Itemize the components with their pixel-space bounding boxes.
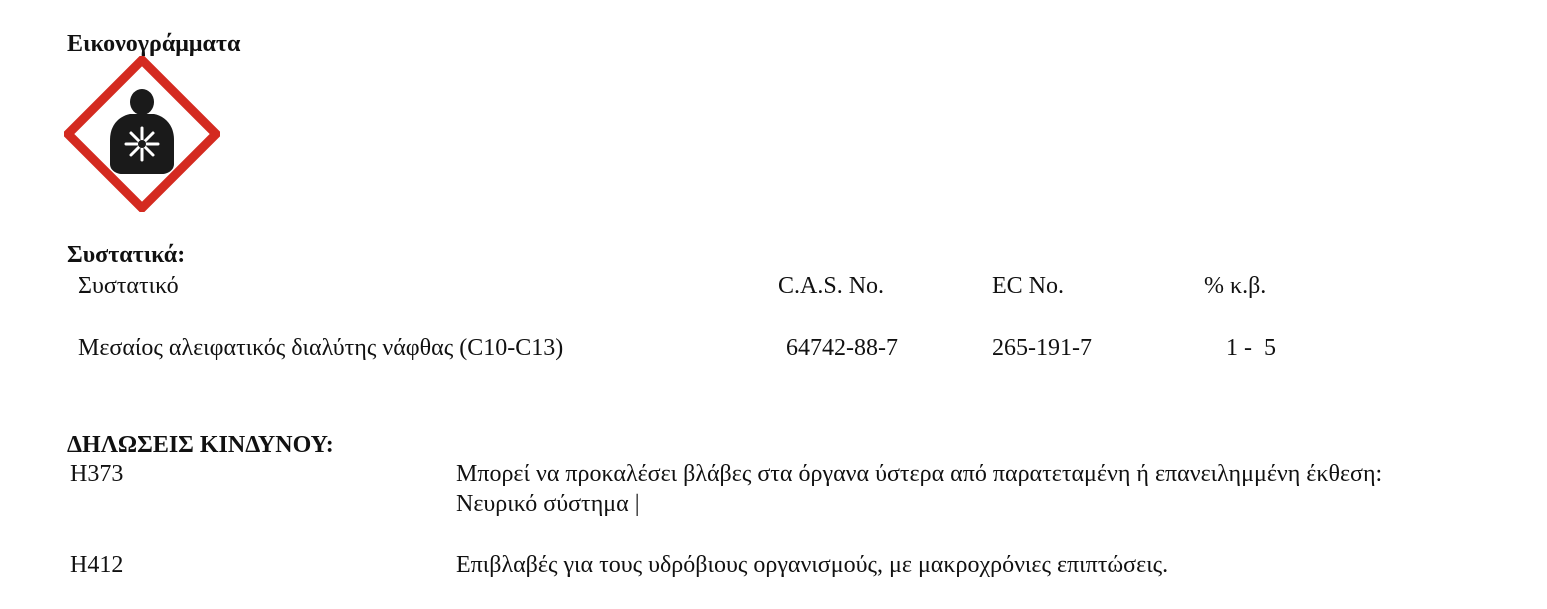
- ingredient-name: Μεσαίος αλειφατικός διαλύτης νάφθας (C10-C13): [78, 335, 564, 361]
- ghs08-health-hazard-icon: [64, 56, 220, 212]
- hazard-text: Επιβλαβές για τους υδρόβιους οργανισμούς, με μακροχρόνιες επιπτώσεις.: [456, 552, 1169, 578]
- ingredient-percent: 1 - 5: [1226, 335, 1276, 361]
- ingredients-heading: Συστατικά:: [67, 242, 186, 268]
- column-header-ec-no: EC No.: [992, 273, 1064, 299]
- column-header-cas-no: C.A.S. No.: [778, 273, 885, 299]
- hazard-code: H373: [70, 461, 124, 487]
- ingredient-cas-no: 64742-88-7: [786, 335, 898, 361]
- hazard-text-continuation: Νευρικό σύστημα |: [456, 491, 640, 517]
- column-header-ingredient: Συστατικό: [78, 273, 179, 299]
- column-header-percent: % κ.β.: [1204, 273, 1267, 299]
- hazard-code: H412: [70, 552, 124, 578]
- pictograms-heading: Εικονογράμματα: [67, 31, 241, 57]
- hazard-statements-heading: ΔΗΛΩΣΕΙΣ ΚΙΝΔΥΝΟΥ:: [67, 432, 334, 458]
- ingredient-ec-no: 265-191-7: [992, 335, 1092, 361]
- hazard-text: Μπορεί να προκαλέσει βλάβες στα όργανα ύστερα από παρατεταμένη ή επανειλημμένη έκθεση:: [456, 461, 1383, 487]
